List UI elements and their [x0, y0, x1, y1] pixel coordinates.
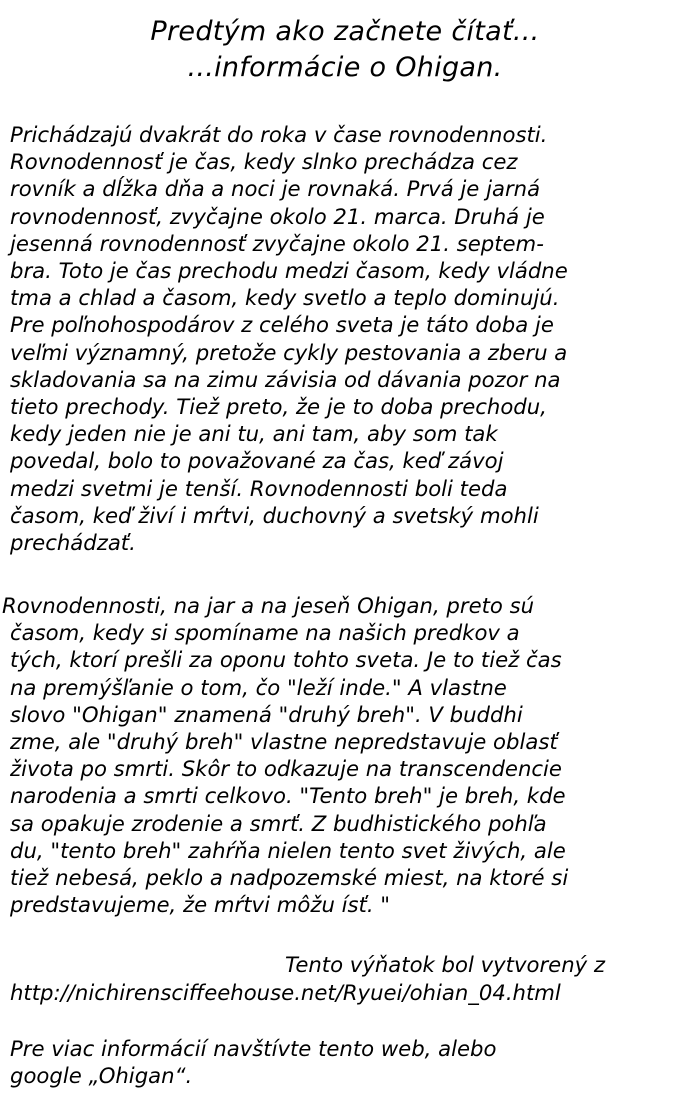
- paragraph-line: skladovania sa na zimu závisia od dávania pozor na: [10, 366, 561, 392]
- paragraph-line: rovnodennosť, zvyčajne okolo 21. marca. Druhá je: [10, 203, 545, 229]
- paragraph-line: Rovnodennosť je čas, kedy slnko prechádza cez: [10, 149, 518, 175]
- paragraph-line: predstavujeme, že mŕtvi môžu ísť. ": [10, 892, 391, 918]
- title-line-1: Predtým ako začnete čítať...: [150, 16, 540, 47]
- paragraph-line: medzi svetmi je tenší. Rovnodennosti boli teda: [10, 475, 508, 501]
- paragraph-line: slovo "Ohigan" znamená "druhý breh". V buddhi: [10, 701, 523, 727]
- paragraph-line: tieto prechody. Tiež preto, že je to doba prechodu,: [10, 394, 547, 420]
- footer-line-2: google „Ohigan“.: [10, 1063, 193, 1089]
- paragraph-line: prechádzať.: [10, 530, 136, 556]
- footer-line-1: Pre viac informácií navštívte tento web, alebo: [10, 1036, 497, 1061]
- paragraph-line: tma a chlad a časom, kedy svetlo a teplo dominujú.: [10, 285, 560, 311]
- paragraph-line: tých, ktorí prešli za oponu tohto sveta. Je to tiež čas: [10, 647, 562, 673]
- source-label: Tento výňatok bol vytvorený z: [285, 952, 606, 977]
- paragraph-line: časom, keď živí i mŕtvi, duchovný a svetský mohli: [10, 502, 539, 528]
- source-url: http://nichirensciffeehouse.net/Ryuei/ohian_04.html: [10, 980, 561, 1005]
- paragraph-line: du, "tento breh" zahŕňa nielen tento svet živých, ale: [10, 837, 566, 863]
- document-title: [0, 14, 690, 86]
- paragraph-line: narodenia a smrti celkovo. "Tento breh" je breh, kde: [10, 783, 566, 809]
- paragraph-line: života po smrti. Skôr to odkazuje na transcendencie: [10, 756, 562, 782]
- title-line-2: ...informácie o Ohigan.: [187, 52, 503, 83]
- paragraph-line: zme, ale "druhý breh" vlastne nepredstavuje oblasť: [10, 729, 558, 755]
- paragraph-line: Rovnodennosti, na jar a na jeseň Ohigan, preto sú: [2, 593, 535, 618]
- paragraph-equinox-description: [10, 121, 568, 556]
- paragraph-line: veľmi významný, pretože cykly pestovania a zberu a: [10, 339, 568, 365]
- paragraph-line: časom, kedy si spomíname na našich predkov a: [10, 620, 520, 646]
- paragraph-line: bra. Toto je čas prechodu medzi časom, kedy vládne: [10, 258, 568, 284]
- paragraph-line: na premýšľanie o tom, čo "leží inde." A vlastne: [10, 674, 507, 700]
- paragraph-line: jesenná rovnodennosť zvyčajne okolo 21. septem-: [10, 230, 544, 256]
- paragraph-line: tiež nebesá, peklo a nadpozemské miest, na ktoré si: [10, 865, 569, 891]
- paragraph-line: kedy jeden nie je ani tu, ani tam, aby som tak: [10, 421, 498, 447]
- footer-note: [10, 1035, 496, 1089]
- paragraph-line: rovník a dĺžka dňa a noci je rovnaká. Prvá je jarná: [10, 176, 541, 202]
- paragraph-line: povedal, bolo to považované za čas, keď závoj: [10, 448, 504, 474]
- paragraph-line: Prichádzajú dvakrát do roka v čase rovnodennosti.: [10, 122, 548, 147]
- paragraph-line: Pre poľnohospodárov z celého sveta je táto doba je: [10, 312, 554, 338]
- paragraph-line: sa opakuje zrodenie a smrť. Z budhistického pohľa: [10, 810, 547, 836]
- paragraph-ohigan-meaning: [2, 592, 569, 918]
